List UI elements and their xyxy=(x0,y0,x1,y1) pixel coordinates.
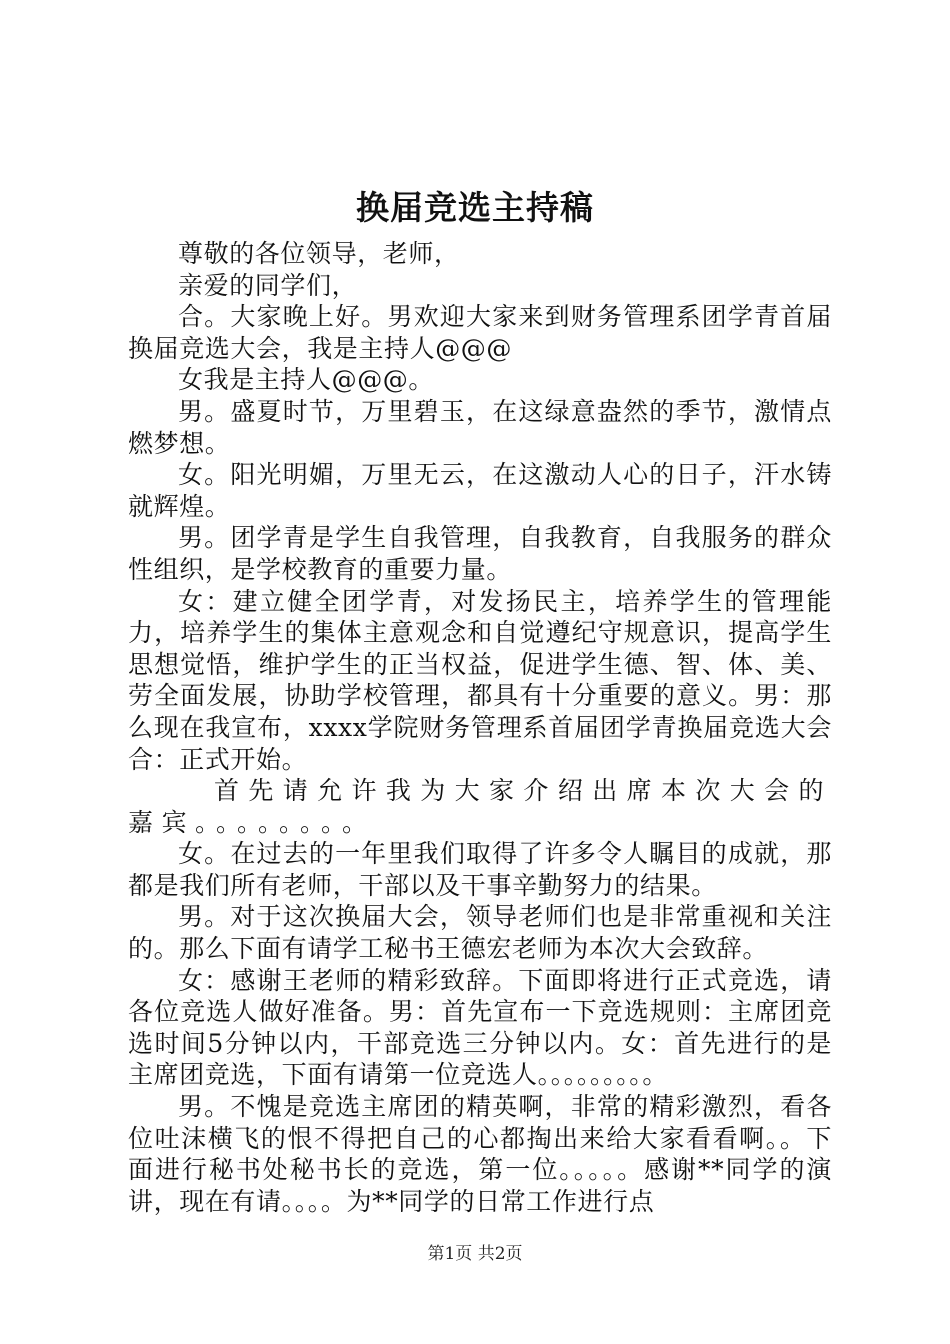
paragraph-rules: 女：感谢王老师的精彩致辞。下面即将进行正式竞选，请各位竞选人做好准备。男：首先宣布一下竞选规则：主席团竞选时间5分钟以内，干部竞选三分钟以内。女：首先进行的是主席团竞选，下面有请第一位竞选人。。。。。。。。。 xyxy=(128,965,832,1090)
paragraph-sunshine: 女。阳光明媚，万里无云，在这激动人心的日子，汗水铸就辉煌。 xyxy=(128,460,832,521)
paragraph-opening: 合。大家晚上好。男欢迎大家来到财务管理系团学青首届换届竞选大会，我是主持人@@@ xyxy=(128,302,832,363)
paragraph-greeting-students: 亲爱的同学们， xyxy=(178,270,358,300)
paragraph-summer: 男。盛夏时节，万里碧玉，在这绿意盎然的季节，激情点燃梦想。 xyxy=(128,396,832,458)
paragraph-secretary-election: 男。不愧是竞选主席团的精英啊，非常的精彩激烈，看各位吐沫横飞的恨不得把自己的心都掏出来给大家看看啊。。下面进行秘书处秘书长的竞选，第一位。。。。。感谢**同学的演讲，现在有请。。。。为**同学的日常工作进行点 xyxy=(128,1092,832,1216)
paragraph-achievements: 女。在过去的一年里我们取得了许多令人瞩目的成就，那都是我们所有老师，干部以及干事辛勤努力的结果。 xyxy=(128,839,832,900)
paragraph-host-female-intro: 女我是主持人@@@。 xyxy=(178,365,435,395)
document-title: 换届竞选主持稿 xyxy=(356,188,594,227)
paragraph-speech-invite: 男。对于这次换届大会，领导老师们也是非常重视和关注的。那么下面有请学工秘书王德宏老师为本次大会致辞。 xyxy=(128,902,832,964)
document-body xyxy=(128,238,832,1217)
paragraph-guests: 首先请允许我为大家介绍出席本次大会的嘉宾。。。。。。。。 xyxy=(128,776,832,837)
paragraph-significance: 女：建立健全团学青，对发扬民主，培养学生的管理能力，培养学生的集体主意观念和自觉遵纪守规意识，提高学生思想觉悟，维护学生的正当权益，促进学生德、智、体、美、劳全面发展，协助学校管理，都具有十分重要的意义。男：那么现在我宣布，xxxx学院财务管理系首届团学青换届竞选大会合：正式开始。 xyxy=(128,586,832,774)
paragraph-organization: 男。团学青是学生自我管理，自我教育，自我服务的群众性组织，是学校教育的重要力量。 xyxy=(128,523,832,584)
page-number-footer: 第1页 共2页 xyxy=(427,1244,523,1264)
paragraph-greeting-leaders: 尊敬的各位领导，老师， xyxy=(178,239,460,268)
